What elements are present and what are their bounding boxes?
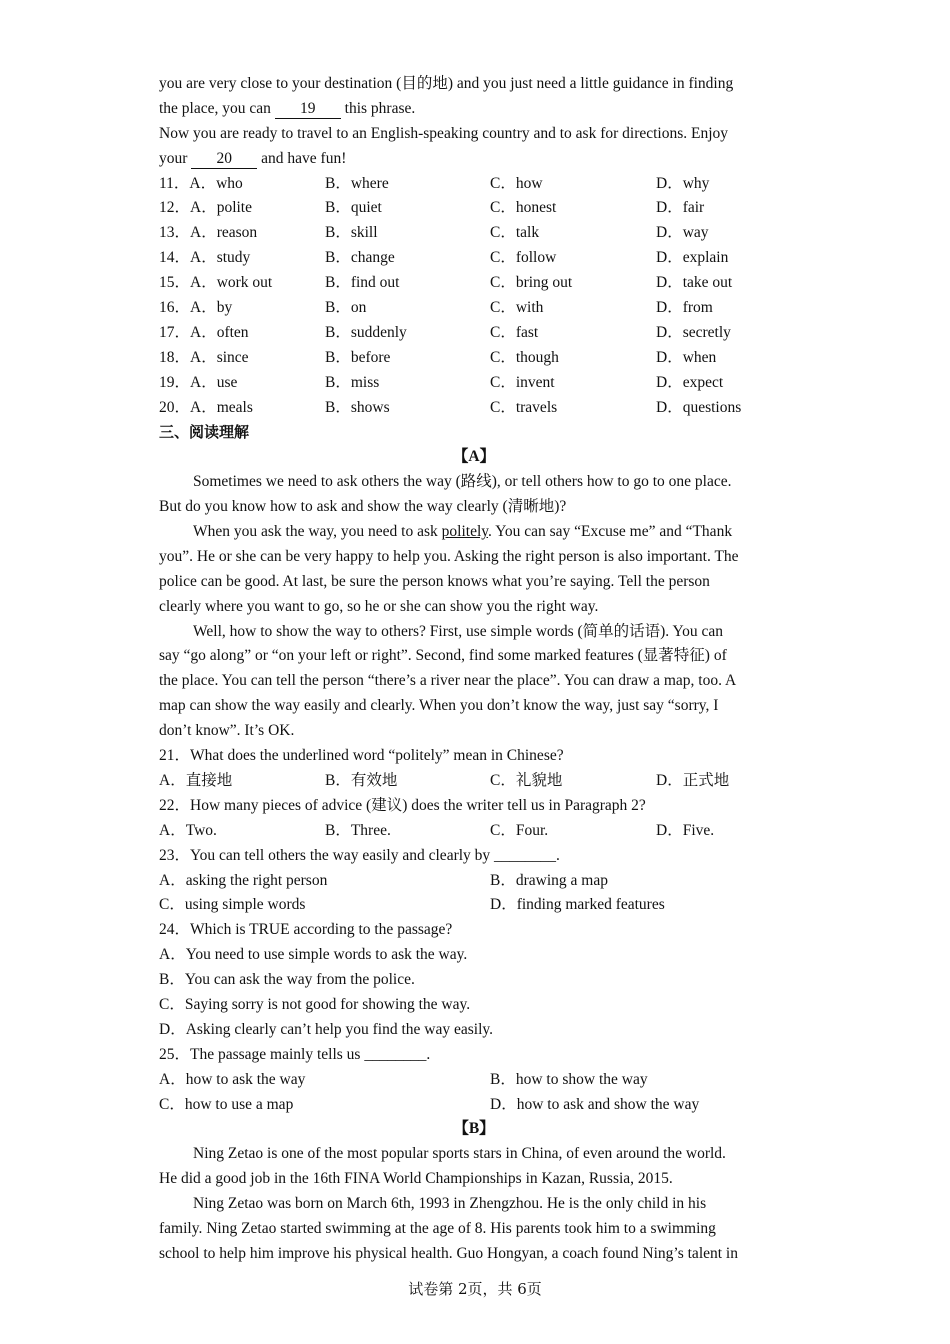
question-23: 23．You can tell others the way easily and clearly by ________.: [159, 846, 560, 864]
passage-line: say “go along” or “on your left or right”. Second, find some marked features (显著特征) of: [159, 647, 727, 665]
option: C．talk: [490, 224, 540, 242]
cloze-row: [159, 221, 789, 246]
passage-line: family. Ning Zetao started swimming at the age of 8. His parents took him to a swimming: [159, 1219, 716, 1237]
option: C．fast: [490, 323, 539, 341]
option: B．where: [325, 174, 389, 192]
passage-line: school to help him improve his physical health. Guo Hongyan, a coach found Ning’s talent in: [159, 1244, 738, 1262]
option: B．skill: [325, 224, 378, 242]
option: B．You can ask the way from the police.: [159, 971, 415, 989]
passage-a-heading: 【A】: [452, 448, 496, 466]
passage-line: police can be good. At last, be sure the person knows what you’re saying. Tell the person: [159, 572, 710, 590]
blank-20: 20: [191, 150, 257, 169]
question-options: [159, 869, 789, 894]
intro-line: you are very close to your destination (目的地) and you just need a little guidance in finding: [159, 75, 734, 92]
option: 19．A．use: [159, 373, 238, 391]
option: C．how: [490, 174, 543, 192]
question-25: 25．The passage mainly tells us ________.: [159, 1045, 431, 1063]
option: C．invent: [490, 373, 555, 391]
option: 13．A．reason: [159, 224, 258, 242]
intro-line: the place, you can 19 this phrase.: [159, 99, 416, 117]
question-options: [159, 769, 789, 794]
option: B．find out: [325, 274, 400, 292]
option: B．quiet: [325, 199, 382, 217]
cloze-row: [159, 296, 789, 321]
question-options: [159, 1093, 789, 1118]
option: 11．A．who: [159, 174, 243, 192]
option: 14．A．study: [159, 249, 251, 267]
option: D．explain: [656, 249, 729, 267]
passage-line: clearly where you want to go, so he or she can show you the right way.: [159, 597, 599, 615]
option: B．Three.: [325, 821, 391, 839]
option: D．how to ask and show the way: [490, 1095, 700, 1113]
option: C．bring out: [490, 274, 573, 292]
passage-line: When you ask the way, you need to ask politely. You can say “Excuse me” and “Thank: [193, 523, 733, 541]
page-footer: 试卷第 2页，共 6页: [408, 1280, 542, 1298]
option: 18．A．since: [159, 348, 249, 366]
option: C．using simple words: [159, 896, 306, 914]
cloze-row: [159, 172, 789, 197]
option: D．正式地: [656, 771, 730, 789]
option: A．asking the right person: [159, 871, 328, 889]
option: B．how to show the way: [490, 1070, 648, 1088]
option: A．直接地: [159, 771, 233, 789]
underlined-word: politely: [441, 523, 489, 541]
option: A．You need to use simple words to ask the way.: [159, 946, 468, 964]
option: D．Asking clearly can’t help you find the way easily.: [159, 1020, 494, 1038]
question-options: [159, 819, 789, 844]
option: B．suddenly: [325, 323, 407, 341]
passage-line: Sometimes we need to ask others the way (路线), or tell others how to go to one place.: [193, 473, 732, 491]
option: C．how to use a map: [159, 1095, 294, 1113]
option: D．expect: [656, 373, 724, 391]
option: D．questions: [656, 398, 742, 416]
question-24: 24．Which is TRUE according to the passage?: [159, 921, 453, 939]
option: 17．A．often: [159, 323, 249, 341]
option: B．shows: [325, 398, 390, 416]
passage-line: Well, how to show the way to others? First, use simple words (简单的话语). You can: [193, 622, 724, 640]
option: D．take out: [656, 274, 733, 292]
option: D．way: [656, 224, 709, 242]
passage-line: the place. You can tell the person “there’s a river near the place”. You can draw a map, too. A: [159, 672, 737, 690]
question-options: [159, 893, 789, 918]
passage-line: don’t know”. It’s OK.: [159, 722, 295, 740]
option: A．how to ask the way: [159, 1070, 306, 1088]
blank-19: 19: [275, 100, 341, 119]
option: D．from: [656, 299, 713, 317]
option: C．follow: [490, 249, 557, 267]
passage-line: He did a good job in the 16th FINA World Championships in Kazan, Russia, 2015.: [159, 1170, 673, 1188]
option: B．on: [325, 299, 367, 317]
cloze-row: [159, 321, 789, 346]
option: 16．A．by: [159, 299, 233, 317]
option: D．when: [656, 348, 717, 366]
option: 15．A．work out: [159, 274, 273, 292]
passage-line: Ning Zetao was born on March 6th, 1993 in Zhengzhou. He is the only child in his: [193, 1195, 707, 1213]
cloze-options: [159, 172, 789, 421]
option: B．change: [325, 249, 395, 267]
question-21: 21．What does the underlined word “politely” mean in Chinese?: [159, 747, 564, 765]
option: 20．A．meals: [159, 398, 253, 416]
exam-page: [159, 72, 789, 1267]
question-22: 22．How many pieces of advice (建议) does the writer tell us in Paragraph 2?: [159, 796, 646, 814]
option: 12．A．polite: [159, 199, 252, 217]
passage-b-heading: 【B】: [453, 1120, 495, 1138]
passage-line: But do you know how to ask and show the way clearly (清晰地)?: [159, 498, 567, 516]
option: A．Two.: [159, 821, 217, 839]
option: C．Saying sorry is not good for showing the way.: [159, 995, 471, 1013]
cloze-row: [159, 196, 789, 221]
cloze-row: [159, 246, 789, 271]
cloze-row: [159, 271, 789, 296]
option: C．honest: [490, 199, 557, 217]
option: B．有效地: [325, 771, 398, 789]
passage-line: you”. He or she can be very happy to help you. Asking the right person is also important. The: [159, 547, 739, 565]
option: D．Five.: [656, 821, 715, 839]
option: D．fair: [656, 199, 705, 217]
intro-line: Now you are ready to travel to an English-speaking country and to ask for directions. Enjoy: [159, 124, 729, 142]
option: C．礼貌地: [490, 771, 563, 789]
cloze-row: [159, 396, 789, 421]
section-title: 三、阅读理解: [159, 423, 250, 442]
cloze-row: [159, 371, 789, 396]
option: D．secretly: [656, 323, 731, 341]
option: D．why: [656, 174, 710, 192]
intro-line: your 20 and have fun!: [159, 149, 347, 167]
cloze-row: [159, 346, 789, 371]
option: B．drawing a map: [490, 871, 608, 889]
passage-line: Ning Zetao is one of the most popular sports stars in China, of even around the world.: [193, 1145, 726, 1163]
option: B．miss: [325, 373, 380, 391]
option: C．travels: [490, 398, 558, 416]
option: B．before: [325, 348, 391, 366]
option: C．Four.: [490, 821, 549, 839]
passage-line: map can show the way easily and clearly. When you don’t know the way, just say “sorry, I: [159, 697, 719, 715]
option: D．finding marked features: [490, 896, 665, 914]
option: C．with: [490, 299, 544, 317]
question-options: [159, 1068, 789, 1093]
option: C．though: [490, 348, 559, 366]
